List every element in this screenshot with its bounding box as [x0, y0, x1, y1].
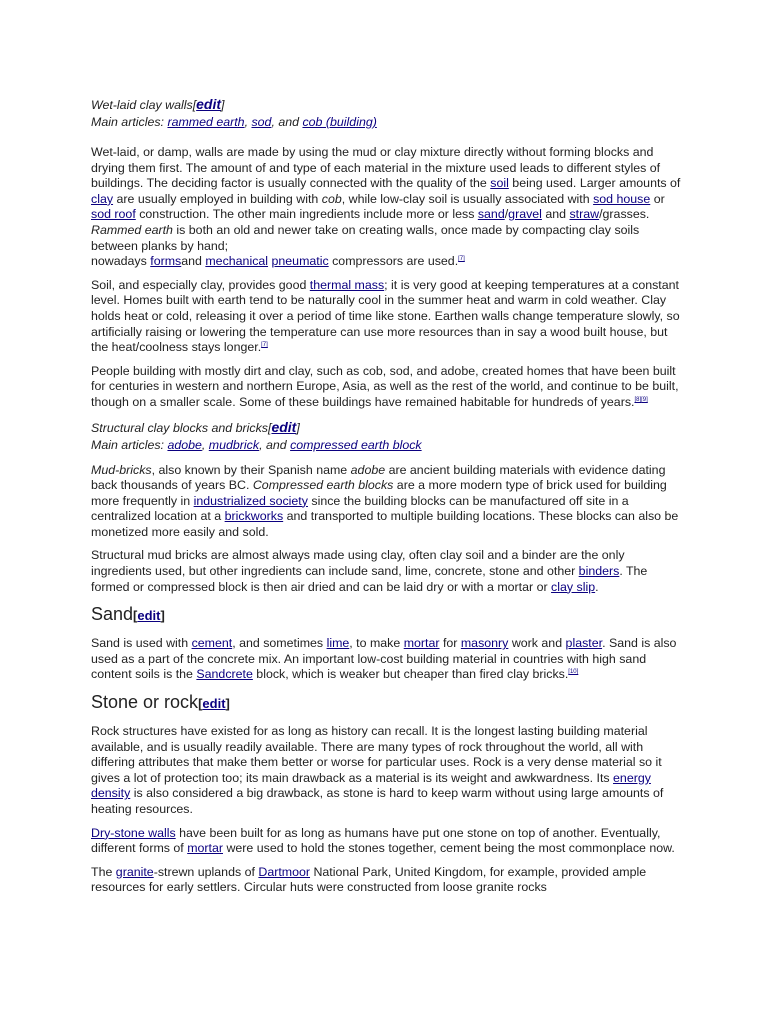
link-granite[interactable]: granite: [115, 864, 154, 879]
section-heading-stone: Stone or rock[edit]: [91, 692, 230, 713]
section-title: Wet-laid clay walls: [91, 98, 193, 112]
link-mortar[interactable]: mortar: [187, 841, 223, 856]
link-dry-stone-walls[interactable]: Dry-stone walls: [91, 825, 176, 840]
section-title: Sand: [91, 604, 134, 625]
link-lime[interactable]: lime: [326, 636, 350, 651]
link-masonry[interactable]: masonry: [460, 636, 509, 651]
link-rammed-earth[interactable]: rammed earth: [167, 115, 245, 129]
link-forms[interactable]: forms: [150, 254, 182, 269]
link-industrialized-society[interactable]: industrialized society: [193, 493, 308, 508]
link-energy-density[interactable]: energy density: [91, 770, 651, 801]
article-content: [91, 96, 681, 896]
link-compressed-earth-block[interactable]: compressed earth block: [290, 437, 422, 452]
citation-link[interactable]: [7]: [261, 342, 268, 348]
paragraph: Rock structures have existed for as long as history can recall. It is the longest lasting building material available, and is usually readily available. There are many types of rock throughout the world, all with differing attributes that make them better or worse for particular uses. Rock is a very dense material so it gives a lot of protection too; its main drawback as a material is its weight and awkwardness. Its energy density is also considered a big drawback, as stone is hard to keep warm without using large amounts of heating resources.: [91, 724, 664, 816]
link-clay[interactable]: clay: [91, 191, 114, 206]
edit-link[interactable]: edit: [271, 418, 297, 435]
link-sod[interactable]: sod: [251, 115, 272, 129]
citation-link[interactable]: [8]: [634, 396, 642, 403]
link-pneumatic[interactable]: pneumatic: [271, 254, 329, 269]
paragraph: Wet-laid, or damp, walls are made by using the mud or clay mixture directly without forming blocks and drying them first. The amount of and type of each material in the mixture used leads to different styles of buildings. The deciding factor is usually connected with the quality of the soil being used. Larger amounts of clay are usually employed in building with cob, while low-clay soil is usually associated with sod house or sod roof construction. The other main ingredients include more or less sand/gravel and straw/grasses. Rammed earth is both an old and newer take on creating walls, once made by compacting clay soils between planks by hand; nowadays formsand mechanical pneumatic compressors are used.[7]: [91, 145, 681, 269]
link-straw[interactable]: straw: [569, 207, 600, 222]
link-sandcrete[interactable]: Sandcrete: [196, 667, 253, 682]
link-plaster[interactable]: plaster: [565, 636, 603, 651]
citation-link[interactable]: [9]: [641, 396, 648, 403]
link-adobe[interactable]: adobe: [167, 437, 202, 452]
link-brickworks[interactable]: brickworks: [224, 509, 284, 524]
section-title: Stone or rock: [91, 692, 199, 713]
citation-link[interactable]: [7]: [458, 256, 465, 263]
link-clay-slip[interactable]: clay slip: [551, 579, 596, 594]
link-thermal-mass[interactable]: thermal mass: [309, 277, 385, 292]
paragraph: People building with mostly dirt and clay, such as cob, sod, and adobe, created homes that have been built for centuries in western and northern Europe, Asia, as well as the rest of the world, and continue to be built, though on a smaller scale. Some of these buildings have remained habitable for hundreds of years.[8][9]: [91, 363, 679, 409]
section-heading-wet-laid: Wet-laid clay walls[edit]: [91, 96, 225, 112]
edit-link[interactable]: edit: [202, 696, 226, 712]
link-sod-roof[interactable]: sod roof: [91, 207, 136, 222]
link-mudbrick[interactable]: mudbrick: [208, 437, 260, 452]
section-heading-sand: Sand[edit]: [91, 604, 165, 625]
paragraph: Soil, and especially clay, provides good thermal mass; it is very good at keeping temperatures at a constant level. Homes built with earth tend to be naturally cool in the summer heat and warm in cold weather. Clay holds heat or cold, releasing it over a period of time like stone. Earthen walls change temperature slowly, so artificially raising or lowering the temperature can use more resources than in say a wood built house, but the heat/coolness stays longer.[7]: [91, 277, 680, 355]
citation-link[interactable]: [10]: [568, 669, 579, 676]
link-binders[interactable]: binders: [578, 564, 620, 579]
link-cement[interactable]: cement: [191, 636, 233, 651]
edit-link[interactable]: edit: [137, 608, 161, 624]
link-cob[interactable]: cob (building): [302, 115, 377, 129]
link-mechanical[interactable]: mechanical: [205, 254, 269, 269]
edit-link[interactable]: edit: [196, 96, 222, 112]
link-sand[interactable]: sand: [477, 207, 505, 222]
main-articles-note: Main articles: adobe, mudbrick, and compressed earth block: [91, 437, 422, 452]
link-gravel[interactable]: gravel: [508, 207, 542, 222]
paragraph: Mud-bricks, also known by their Spanish name adobe are ancient building materials with evidence dating back thousands of years BC. Compressed earth blocks are a more modern type of brick used for building more frequently in industrialized society since the building blocks can be manufactured off site in a centralized location at a brickworks and transported to multiple building locations. These blocks can also be monetized more easily and sold.: [91, 462, 679, 539]
main-articles-note: Main articles: rammed earth, sod, and cob (building): [91, 115, 377, 129]
paragraph: Sand is used with cement, and sometimes lime, to make mortar for masonry work and plaster. Sand is also used as a part of the concrete mix. An important low-cost building material in countries with high sand content soils is the Sandcrete block, which is weaker but cheaper than fired clay bricks.[10]: [91, 636, 677, 682]
link-sod-house[interactable]: sod house: [593, 191, 651, 206]
section-title: Structural clay blocks and bricks: [91, 420, 268, 435]
paragraph: The granite-strewn uplands of Dartmoor National Park, United Kingdom, for example, provided ample resources for early settlers. Circular huts were constructed from loose granite rocks: [91, 864, 647, 895]
link-mortar[interactable]: mortar: [403, 636, 440, 651]
paragraph: Structural mud bricks are almost always made using clay, often clay soil and a binder are the only ingredients used, but other ingredients can include sand, lime, concrete, stone and other binders. The formed or compressed block is then air dried and can be laid dry or with a mortar or clay slip.: [91, 548, 648, 594]
section-heading-structural-clay: Structural clay blocks and bricks[edit]: [91, 418, 300, 435]
link-soil[interactable]: soil: [490, 176, 509, 191]
paragraph: Dry-stone walls have been built for as long as humans have put one stone on top of another. Eventually, different forms of mortar were used to hold the stones together, cement being the most commonplace now.: [91, 825, 675, 856]
link-dartmoor[interactable]: Dartmoor: [258, 864, 311, 879]
